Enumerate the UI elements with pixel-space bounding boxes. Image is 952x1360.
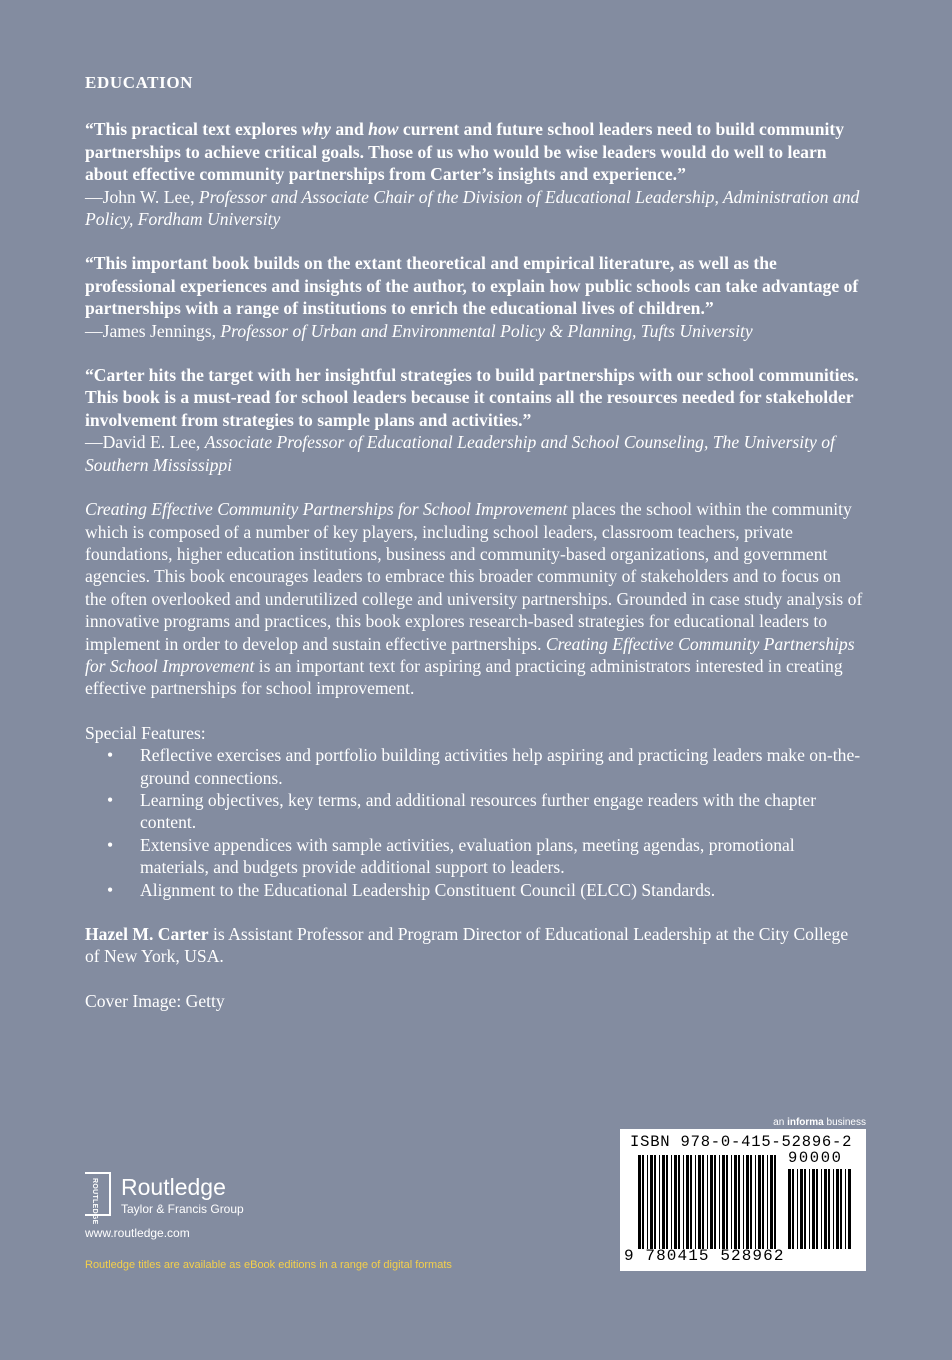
barcode-bar	[797, 1169, 798, 1249]
publisher-group: Taylor & Francis Group	[121, 1202, 244, 1216]
barcode-bar	[762, 1155, 764, 1249]
barcode-bar	[650, 1155, 653, 1249]
endorsement-quote: “This practical text explores why and how current and future school leaders need to build community partnerships to achieve critical goals. Those of us who would be wise leaders would do well to learn about effective community partnerships from Carter’s insights and experience.”	[85, 119, 845, 185]
endorsement-name: —James Jennings,	[85, 320, 216, 341]
endorsement-title: Associate Professor of Educational Leadership and School Counseling, The University of Southern Mississippi	[85, 432, 835, 475]
endorsement-name: —John W. Lee,	[85, 186, 195, 207]
barcode-bar	[686, 1155, 689, 1249]
ebook-note: Routledge titles are available as eBook editions in a range of digital formats	[85, 1259, 452, 1271]
barcode-bar	[722, 1155, 725, 1249]
cover-credit: Cover Image: Getty	[85, 990, 225, 1011]
endorsement-title: Professor of Urban and Environmental Policy & Planning, Tufts University	[220, 320, 753, 341]
feature-text: Extensive appendices with sample activities, evaluation plans, meeting agendas, promotional materials, and budgets provide additional support to leaders.	[140, 834, 795, 878]
barcode-bar	[770, 1155, 773, 1249]
bullet-icon: •	[107, 789, 114, 810]
barcode-bar	[824, 1169, 827, 1249]
feature-text: Reflective exercises and portfolio building activities help aspiring and practicing leaders make on-the-ground connections.	[140, 745, 861, 788]
barcode-bar	[812, 1169, 815, 1249]
barcode-bar	[731, 1155, 732, 1249]
barcode-bar	[666, 1155, 668, 1249]
author-bio	[85, 923, 865, 968]
logo-mark-text: ROUTLEDGE	[91, 1178, 98, 1225]
barcode-bar	[710, 1155, 713, 1249]
list-item	[85, 834, 865, 879]
description-text: is an important text for aspiring and practicing administrators interested in creating effective partnerships for school improvement.	[85, 655, 843, 699]
isbn-label: ISBN 978-0-415-52896-2	[630, 1133, 853, 1151]
bullet-icon: •	[107, 834, 114, 855]
barcode-bar	[750, 1155, 752, 1249]
book-description	[85, 498, 865, 700]
bullet-icon: •	[107, 879, 114, 900]
barcode-digits: 9 780415 528962	[624, 1247, 785, 1265]
barcode-bar	[800, 1169, 803, 1249]
barcode-bar	[758, 1155, 761, 1249]
barcode-bar	[788, 1169, 791, 1249]
endorsement-quote: “Carter hits the target with her insightful strategies to build partnerships with our school communities. This book is a must-read for school leaders because it contains all the resources needed for stakeholder involvement from strategies to sample plans and activities.”	[85, 365, 859, 430]
endorsements	[85, 118, 865, 476]
book-title: Creating Effective Community Partnerships for School Improvement	[85, 633, 855, 676]
barcode-bar	[659, 1155, 660, 1249]
price-addon-number: 90000	[788, 1149, 843, 1167]
list-item	[85, 879, 865, 901]
informa-prefix: an	[773, 1117, 788, 1128]
barcode-bar	[767, 1155, 768, 1249]
author-bio-text: is Assistant Professor and Program Director of Educational Leadership at the City College of New York, USA.	[85, 924, 849, 967]
barcode-bar	[674, 1155, 677, 1249]
list-item	[85, 789, 865, 834]
informa-tagline	[620, 1117, 866, 1129]
barcode-bar	[671, 1155, 672, 1249]
barcode-bar	[828, 1169, 830, 1249]
barcode-bar	[734, 1155, 737, 1249]
barcode-bar	[836, 1169, 839, 1249]
barcode-bar	[848, 1169, 851, 1249]
barcode-bar	[755, 1155, 756, 1249]
barcode-bar	[654, 1155, 656, 1249]
barcode-bar	[638, 1155, 641, 1249]
barcode-bar	[714, 1155, 716, 1249]
features-list	[85, 744, 865, 901]
barcode-bar	[690, 1155, 692, 1249]
features-title: Special Features:	[85, 722, 206, 743]
routledge-mark-icon	[85, 1172, 111, 1225]
barcode-bar	[719, 1155, 720, 1249]
publisher-name: Routledge	[121, 1174, 226, 1200]
barcode-bar	[821, 1169, 822, 1249]
barcode-bar	[743, 1155, 744, 1249]
barcode-bar	[845, 1169, 846, 1249]
informa-suffix: business	[823, 1117, 866, 1128]
barcode-bar	[774, 1155, 776, 1249]
barcode-bar	[683, 1155, 684, 1249]
barcode-bar	[746, 1155, 749, 1249]
publisher-url: www.routledge.com	[85, 1226, 190, 1240]
barcode-bar	[642, 1155, 644, 1249]
back-cover-text	[85, 72, 865, 1012]
barcode-bar	[707, 1155, 708, 1249]
barcode-bar	[804, 1169, 806, 1249]
barcode-bar	[809, 1169, 810, 1249]
book-title: Creating Effective Community Partnerships for School Improvement	[85, 499, 568, 520]
feature-text: Alignment to the Educational Leadership Constituent Council (ELCC) Standards.	[140, 879, 716, 900]
publisher-logo	[85, 1172, 325, 1244]
barcode-bar	[738, 1155, 740, 1249]
barcode-bar	[726, 1155, 728, 1249]
barcode-bar	[698, 1155, 701, 1249]
endorsement-quote: “This important book builds on the extant theoretical and empirical literature, as well as the professional experiences and insights of the author, to explain how public schools can take advantage of partnerships with a range of institutions to enrich the educational lives of children.”	[85, 253, 859, 319]
barcode-bar	[840, 1169, 842, 1249]
endorsement-title: Professor and Associate Chair of the Division of Educational Leadership, Administration and Policy, Fordham University	[85, 186, 860, 230]
barcode-bar	[695, 1155, 696, 1249]
barcode-bar	[647, 1155, 648, 1249]
barcode-bar	[662, 1155, 665, 1249]
list-item	[85, 744, 865, 789]
endorsement	[85, 364, 865, 476]
barcode-panel	[620, 1129, 866, 1271]
barcode-bar	[678, 1155, 680, 1249]
barcode-bar	[833, 1169, 834, 1249]
endorsement	[85, 118, 865, 230]
barcode-bar	[702, 1155, 704, 1249]
category-heading: EDUCATION	[85, 73, 194, 92]
barcode-bar	[792, 1169, 794, 1249]
bullet-icon: •	[107, 745, 114, 766]
endorsement-name: —David E. Lee,	[85, 432, 201, 453]
endorsement	[85, 252, 865, 342]
feature-text: Learning objectives, key terms, and additional resources further engage readers with the chapter content.	[140, 789, 817, 833]
description-text: places the school within the community which is composed of a number of key players, including school leaders, classroom teachers, private foundations, higher education institutions, business and community-based organizations, and government agencies. This book encourages leaders to embrace this broader community of stakeholders and to focus on the often overlooked and underutilized college and university partnerships. Grounded in case study analysis of innovative programs and practices, this book explores research-based strategies for educational leaders to implement in order to develop and sustain effective partnerships.	[85, 499, 863, 654]
author-name: Hazel M. Carter	[85, 924, 209, 944]
informa-brand: informa	[787, 1117, 824, 1128]
barcode-bar	[816, 1169, 818, 1249]
